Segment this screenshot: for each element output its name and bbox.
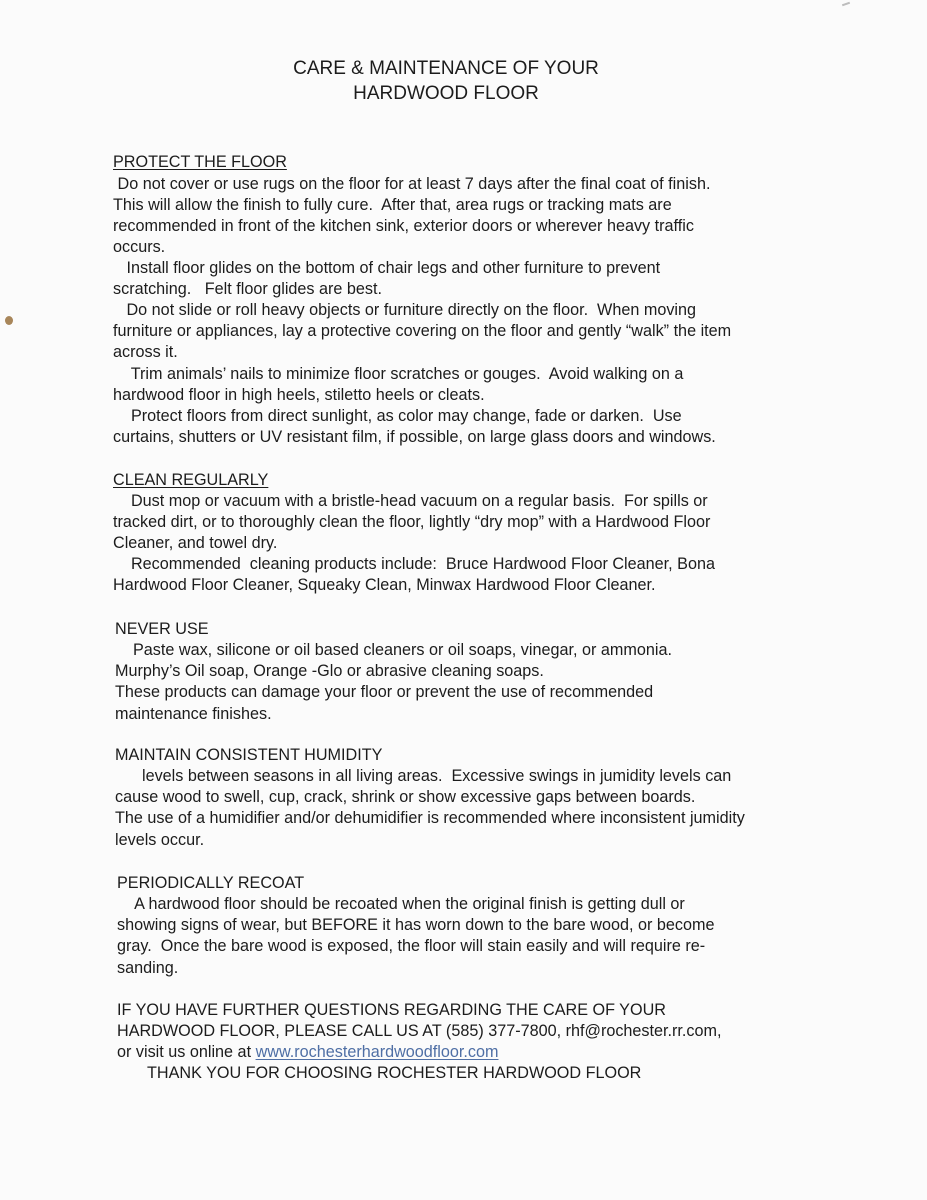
never-line: Paste wax, silicone or oil based cleaners or oil soaps, vinegar, or ammonia. bbox=[115, 641, 672, 659]
never-line: These products can damage your floor or prevent the use of recommended bbox=[115, 683, 654, 701]
title-line-2: HARDWOOD FLOOR bbox=[353, 83, 539, 104]
protect-line: Protect floors from direct sunlight, as color may change, fade or darken. Use bbox=[113, 407, 682, 425]
recoat-line: sanding. bbox=[117, 959, 179, 977]
protect-line: scratching. Felt floor glides are best. bbox=[113, 280, 383, 298]
section-heading-clean: CLEAN REGULARLY bbox=[113, 471, 269, 489]
never-line: Murphy’s Oil soap, Orange -Glo or abrasive cleaning soaps. bbox=[115, 662, 544, 680]
clean-line: Cleaner, and towel dry. bbox=[113, 534, 278, 552]
document-title bbox=[0, 56, 927, 106]
thank-you-line: THANK YOU FOR CHOOSING ROCHESTER HARDWOOD FLOOR bbox=[147, 1064, 642, 1082]
clean-line: Dust mop or vacuum with a bristle-head vacuum on a regular basis. For spills or bbox=[113, 492, 708, 510]
protect-line: Install floor glides on the bottom of chair legs and other furniture to prevent bbox=[113, 259, 661, 277]
closing-line-1: IF YOU HAVE FURTHER QUESTIONS REGARDING THE CARE OF YOUR bbox=[117, 1001, 666, 1019]
humidity-line: The use of a humidifier and/or dehumidifier is recommended where inconsistent jumidity bbox=[115, 809, 745, 827]
closing-line-2: HARDWOOD FLOOR, PLEASE CALL US AT (585) 377-7800, rhf@rochester.rr.com, bbox=[117, 1022, 722, 1040]
protect-line: Trim animals’ nails to minimize floor scratches or gouges. Avoid walking on a bbox=[113, 365, 684, 383]
section-heading-never-use: NEVER USE bbox=[115, 620, 209, 638]
protect-line: curtains, shutters or UV resistant film, if possible, on large glass doors and windows. bbox=[113, 428, 716, 446]
section-heading-protect: PROTECT THE FLOOR bbox=[113, 153, 287, 171]
humidity-line: cause wood to swell, cup, crack, shrink or show excessive gaps between boards. bbox=[115, 788, 696, 806]
protect-line: Do not slide or roll heavy objects or furniture directly on the floor. When moving bbox=[113, 301, 697, 319]
protect-line: recommended in front of the kitchen sink, exterior doors or wherever heavy traffic bbox=[113, 217, 694, 235]
clean-line: Hardwood Floor Cleaner, Squeaky Clean, Minwax Hardwood Floor Cleaner. bbox=[113, 576, 656, 594]
closing-line-3-prefix: or visit us online at bbox=[117, 1043, 256, 1061]
recoat-line: showing signs of wear, but BEFORE it has worn down to the bare wood, or become bbox=[117, 916, 715, 934]
protect-line: furniture or appliances, lay a protective covering on the floor and gently “walk” the item bbox=[113, 322, 732, 340]
closing-line-3 bbox=[117, 1042, 498, 1063]
title-line-1: CARE & MAINTENANCE OF YOUR bbox=[293, 58, 599, 79]
section-heading-humidity: MAINTAIN CONSISTENT HUMIDITY bbox=[115, 746, 383, 764]
paper-speck bbox=[5, 316, 13, 325]
protect-line: This will allow the finish to fully cure. After that, area rugs or tracking mats are bbox=[113, 196, 672, 214]
never-line: maintenance finishes. bbox=[115, 705, 272, 723]
protect-line: Do not cover or use rugs on the floor for at least 7 days after the final coat of finish. bbox=[113, 175, 711, 193]
website-link[interactable]: www.rochesterhardwoodfloor.com bbox=[255, 1043, 499, 1061]
protect-line: hardwood floor in high heels, stiletto heels or cleats. bbox=[113, 386, 485, 404]
recoat-line: gray. Once the bare wood is exposed, the floor will stain easily and will require re- bbox=[117, 937, 706, 955]
section-heading-recoat: PERIODICALLY RECOAT bbox=[117, 874, 305, 892]
clean-line: tracked dirt, or to thoroughly clean the floor, lightly “dry mop” with a Hardwood Floor bbox=[113, 513, 711, 531]
clean-line: Recommended cleaning products include: Bruce Hardwood Floor Cleaner, Bona bbox=[113, 555, 715, 573]
protect-line: occurs. bbox=[113, 238, 166, 256]
protect-line: across it. bbox=[113, 343, 178, 361]
recoat-line: A hardwood floor should be recoated when the original finish is getting dull or bbox=[117, 895, 685, 913]
humidity-line: levels occur. bbox=[115, 831, 205, 849]
humidity-line: levels between seasons in all living areas. Excessive swings in jumidity levels can bbox=[115, 767, 732, 785]
paper-mark bbox=[842, 2, 850, 7]
